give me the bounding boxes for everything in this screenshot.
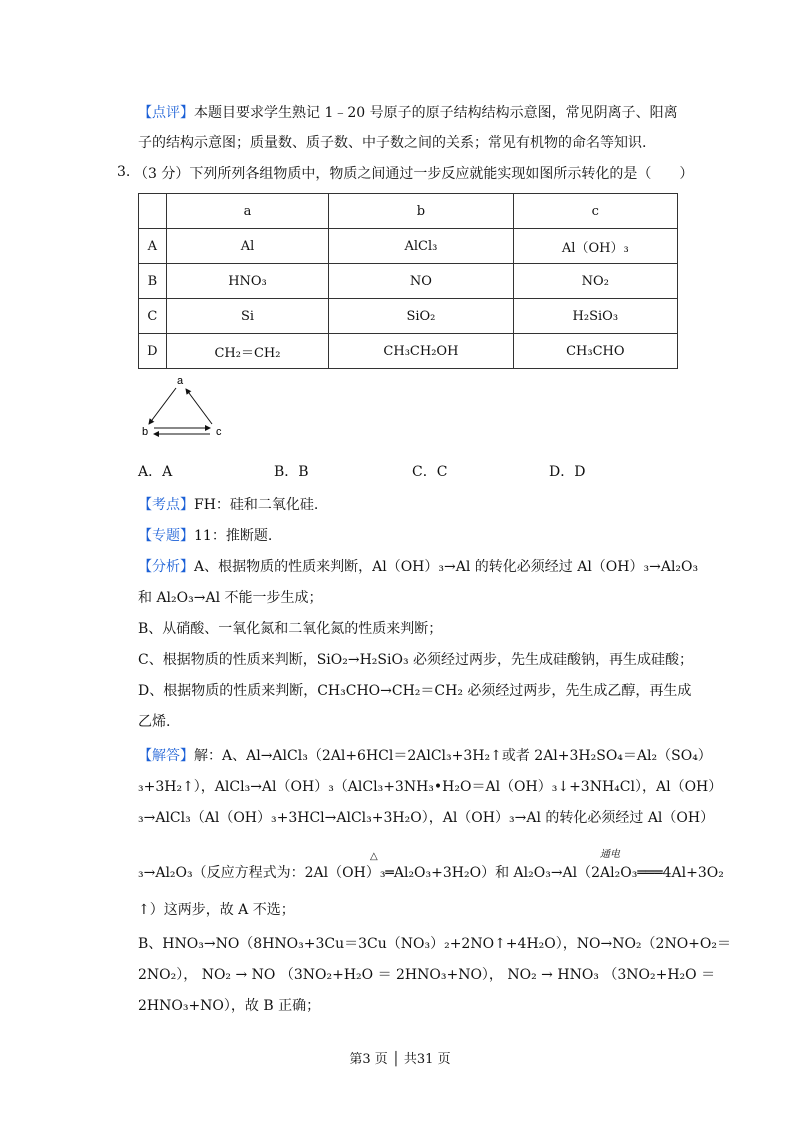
jieda-line-8: 2HNO₃+NO），故 B 正确；	[138, 998, 321, 1014]
choice-b: B．B	[274, 464, 309, 480]
fenxi-line-5: D、根据物质的性质来判断，CH₃CHO→CH₂＝CH₂ 必须经过两步，先生成乙醇，再生成	[138, 683, 692, 699]
table-cell: H₂SiO₃	[513, 299, 677, 334]
table-cell: CH₂＝CH₂	[166, 334, 329, 369]
comment-line-1	[138, 103, 678, 123]
fenxi-line-2: 和 Al₂O₃→Al 不能一步生成；	[138, 590, 323, 606]
choice-d: D．D	[549, 464, 586, 480]
table-cell: A	[139, 229, 167, 264]
table-cell: Al	[166, 229, 329, 264]
heat-condition-mark: △	[370, 851, 378, 862]
arrow-a-to-b	[149, 388, 176, 424]
jieda-line-4: ₃→Al₂O₃（反应方程式为：2Al（OH）₃═Al₂O₃+3H₂O）和 Al₂O₃→Al（2Al₂O₃═══4Al+3O₂	[138, 865, 724, 881]
table-cell: HNO₃	[166, 264, 329, 299]
table-cell: CH₃CHO	[513, 334, 677, 369]
jieda-tag: 【解答】	[138, 748, 194, 764]
diagram-node-a: a	[177, 375, 184, 387]
table-header-cell: a	[166, 194, 329, 229]
diagram-node-b: b	[142, 426, 149, 438]
table-header-row	[139, 194, 678, 229]
substance-table	[138, 193, 678, 369]
table-cell: SiO₂	[329, 299, 513, 334]
jieda-text-1: 解：A、Al→AlCl₃（2Al+6HCl＝2AlCl₃+3H₂↑或者 2Al+3H₂SO₄＝Al₂（SO₄）	[194, 748, 712, 764]
fenxi-tag: 【分析】	[138, 559, 194, 575]
fenxi-line-3: B、从硝酸、一氧化氮和二氧化氮的性质来判断；	[138, 621, 443, 637]
table-row	[139, 229, 678, 264]
question-number: 3.	[117, 164, 131, 180]
table-header-cell	[139, 194, 167, 229]
zhuanti-text: 11：推断题.	[194, 528, 273, 544]
conversion-diagram	[140, 374, 240, 444]
table-header-cell: b	[329, 194, 513, 229]
comment-line-2: 子的结构示意图；质量数、质子数、中子数之间的关系；常见有机物的命名等知识.	[138, 135, 647, 151]
table-row	[139, 334, 678, 369]
kaodian-line	[138, 495, 318, 515]
table-cell: NO	[329, 264, 513, 299]
page-footer: 第3 页 │ 共31 页	[349, 1052, 451, 1067]
choice-a: A．A	[138, 464, 173, 480]
fenxi-line-6: 乙烯.	[138, 714, 171, 730]
table-row	[139, 299, 678, 334]
diagram-node-c: c	[216, 426, 222, 438]
comment-tag: 【点评】	[138, 105, 194, 121]
jieda-line-2: ₃+3H₂↑），AlCl₃→Al（OH）₃（AlCl₃+3NH₃•H₂O＝Al（OH）₃↓+3NH₄Cl），Al（OH）	[138, 779, 723, 795]
jieda-line-5: ↑）这两步，故 A 不选；	[138, 902, 295, 918]
arrow-c-to-a	[186, 389, 212, 424]
table-cell: Al（OH）₃	[513, 229, 677, 264]
electrolysis-condition-mark: 通电	[600, 849, 620, 860]
zhuanti-line	[138, 526, 272, 546]
table-cell: C	[139, 299, 167, 334]
table-cell: AlCl₃	[329, 229, 513, 264]
table-header-cell: c	[513, 194, 677, 229]
kaodian-text: FH：硅和二氧化硅.	[194, 497, 319, 513]
kaodian-tag: 【考点】	[138, 497, 194, 513]
fenxi-line-4: C、根据物质的性质来判断，SiO₂→H₂SiO₃ 必须经过两步，先生成硅酸钠，再生成硅酸；	[138, 652, 694, 668]
table-cell: B	[139, 264, 167, 299]
table-cell: Si	[166, 299, 329, 334]
comment-text-1: 本题目要求学生熟记 1﹣20 号原子的原子结构结构示意图，常见阴离子、阳离	[194, 105, 678, 121]
jieda-line-7: 2NO₂）， NO₂ → NO （3NO₂+H₂O ＝ 2HNO₃+NO）， NO₂ → HNO₃ （3NO₂+H₂O ＝	[138, 967, 716, 983]
jieda-line-3: ₃→AlCl₃（Al（OH）₃+3HCl→AlCl₃+3H₂O），Al（OH）₃→Al 的转化必须经过 Al（OH）	[138, 810, 715, 826]
zhuanti-tag: 【专题】	[138, 528, 194, 544]
jieda-line-1	[138, 746, 712, 766]
fenxi-text-1: A、根据物质的性质来判断，Al（OH）₃→Al 的转化必须经过 Al（OH）₃→Al₂O₃	[194, 559, 699, 575]
fenxi-line-1	[138, 557, 698, 577]
table-cell: CH₃CH₂OH	[329, 334, 513, 369]
question-text: （3 分）下列所列各组物质中，物质之间通过一步反应就能实现如图所示转化的是（ ）	[134, 166, 694, 182]
table-cell: D	[139, 334, 167, 369]
table-cell: NO₂	[513, 264, 677, 299]
table-row	[139, 264, 678, 299]
choice-c: C．C	[412, 464, 448, 480]
jieda-line-6: B、HNO₃→NO（8HNO₃+3Cu＝3Cu（NO₃）₂+2NO↑+4H₂O），NO→NO₂（2NO+O₂＝	[138, 936, 731, 952]
